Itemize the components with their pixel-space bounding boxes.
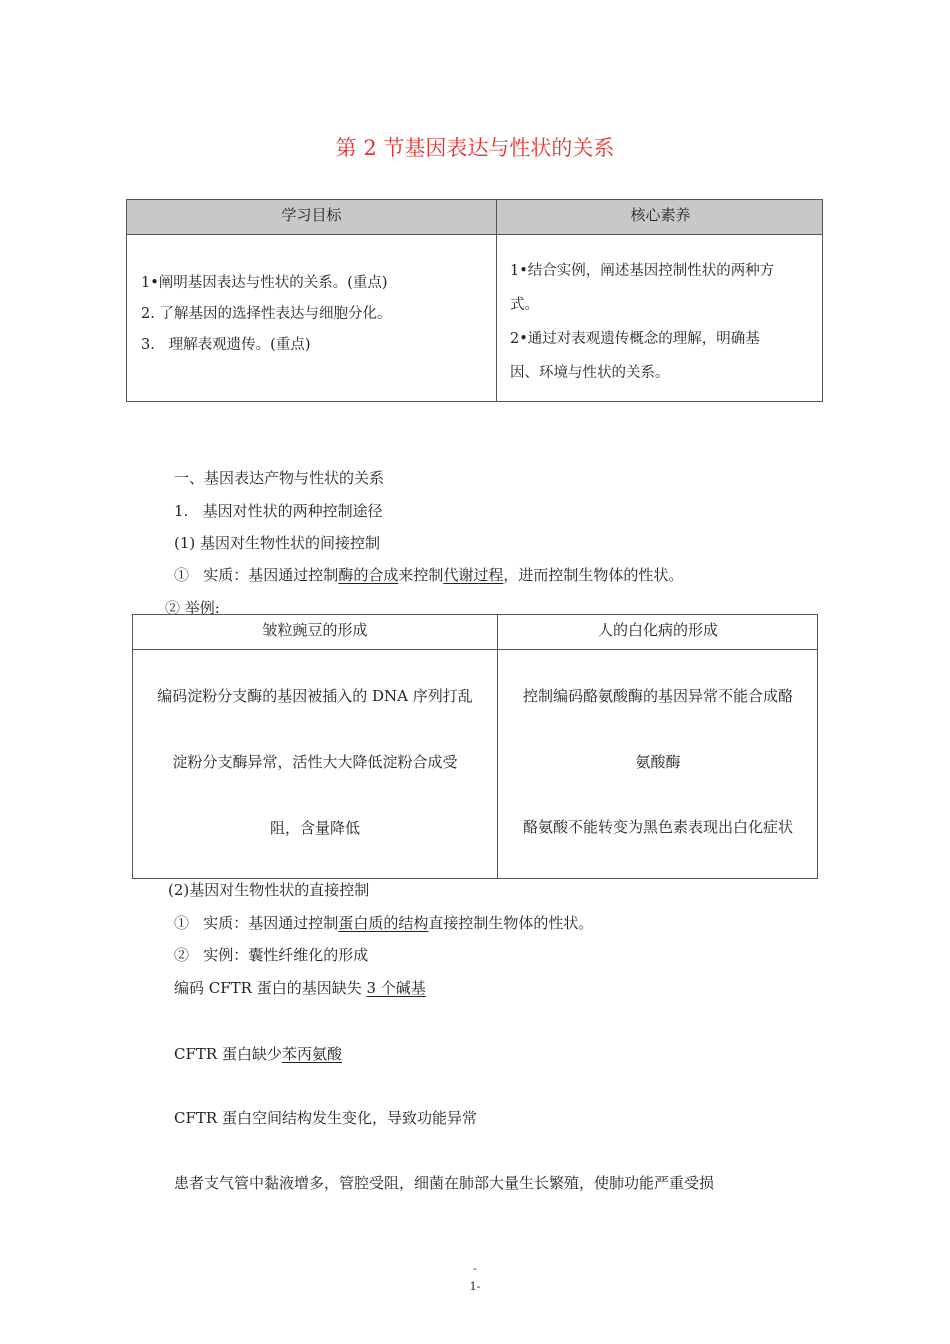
cftr-step1-prefix: 编码 CFTR 蛋白的基因缺失 bbox=[174, 979, 367, 997]
indirect-essence-mid: 来控制 bbox=[398, 566, 444, 584]
learning-goal-item: 2. 了解基因的选择性表达与细胞分化。 bbox=[141, 306, 392, 322]
indirect-control-heading: (1) 基因对生物性状的间接控制 bbox=[174, 534, 381, 552]
three-bases-term: 3 个碱基 bbox=[366, 979, 426, 997]
header-core-literacy: 核心素养 bbox=[630, 206, 691, 224]
core-literacy-list bbox=[510, 254, 815, 390]
core-literacy-line: 2•通过对表观遗传概念的理解，明确基 bbox=[510, 331, 760, 347]
cftr-step2-prefix: CFTR 蛋白缺少 bbox=[174, 1045, 282, 1063]
objectives-table bbox=[126, 199, 823, 402]
direct-example: ② 实例：囊性纤维化的形成 bbox=[174, 946, 369, 964]
direct-essence-prefix: ① 实质：基因通过控制 bbox=[174, 914, 339, 932]
core-literacy-line: 因、环境与性状的关系。 bbox=[510, 365, 670, 381]
indirect-essence bbox=[174, 564, 683, 585]
indirect-essence-suffix: ，进而控制生物体的性状。 bbox=[503, 566, 684, 584]
section-heading: 一、基因表达产物与性状的关系 bbox=[174, 469, 385, 487]
examples-table bbox=[132, 614, 818, 879]
learning-goal-item: 1•阐明基因表达与性状的关系。(重点) bbox=[141, 275, 388, 291]
header-wrinkled-pea: 皱粒豌豆的形成 bbox=[262, 621, 368, 639]
page-number: 1- bbox=[469, 1280, 481, 1293]
example-label: ② 举例: bbox=[165, 599, 220, 617]
cftr-chain-step: 患者支气管中黏液增多，管腔受阻，细菌在肺部大量生长繁殖，使肺功能严重受损 bbox=[174, 1174, 715, 1192]
indirect-essence-prefix: ① 实质：基因通过控制 bbox=[174, 566, 339, 584]
direct-control-heading: (2)基因对生物性状的直接控制 bbox=[168, 881, 370, 899]
page-title: 第 2 节基因表达与性状的关系 bbox=[335, 136, 615, 160]
pea-chain-step: 淀粉分支酶异常，活性大大降低淀粉合成受 bbox=[172, 753, 458, 771]
column-divider bbox=[497, 615, 498, 878]
learning-goals-list bbox=[141, 268, 486, 361]
header-albinism: 人的白化病的形成 bbox=[597, 621, 718, 639]
cftr-chain-step bbox=[174, 977, 426, 998]
pea-chain-step: 阻，含量降低 bbox=[269, 819, 360, 837]
core-literacy-line: 1•结合实例，阐述基因控制性状的两种方 bbox=[510, 263, 775, 279]
enzyme-synthesis-term: 酶的合成 bbox=[338, 566, 399, 584]
subsection-heading: 1. 基因对性状的两种控制途径 bbox=[174, 502, 383, 520]
direct-essence-suffix: 直接控制生物体的性状。 bbox=[428, 914, 594, 932]
cftr-chain-step bbox=[174, 1043, 342, 1064]
column-divider bbox=[496, 200, 497, 401]
core-literacy-line: 式。 bbox=[510, 297, 539, 313]
header-learning-goals: 学习目标 bbox=[281, 206, 342, 224]
phenylalanine-term: 苯丙氨酸 bbox=[281, 1045, 342, 1063]
cftr-chain-step: CFTR 蛋白空间结构发生变化，导致功能异常 bbox=[174, 1109, 477, 1127]
metabolic-process-term: 代谢过程 bbox=[443, 566, 504, 584]
protein-structure-term: 蛋白质的结构 bbox=[338, 914, 429, 932]
footer-dash: - bbox=[473, 1262, 477, 1275]
header-row-divider bbox=[133, 649, 817, 650]
learning-goal-item: 3. 理解表观遗传。(重点) bbox=[141, 337, 311, 353]
direct-essence bbox=[174, 912, 593, 933]
albinism-chain-step: 氨酸酶 bbox=[635, 753, 681, 771]
pea-chain-step: 编码淀粉分支酶的基因被插入的 DNA 序列打乱 bbox=[157, 687, 473, 705]
albinism-chain-step: 控制编码酪氨酸酶的基因异常不能合成酪 bbox=[522, 687, 793, 705]
albinism-chain-step: 酪氨酸不能转变为黑色素表现出白化症状 bbox=[522, 818, 793, 836]
